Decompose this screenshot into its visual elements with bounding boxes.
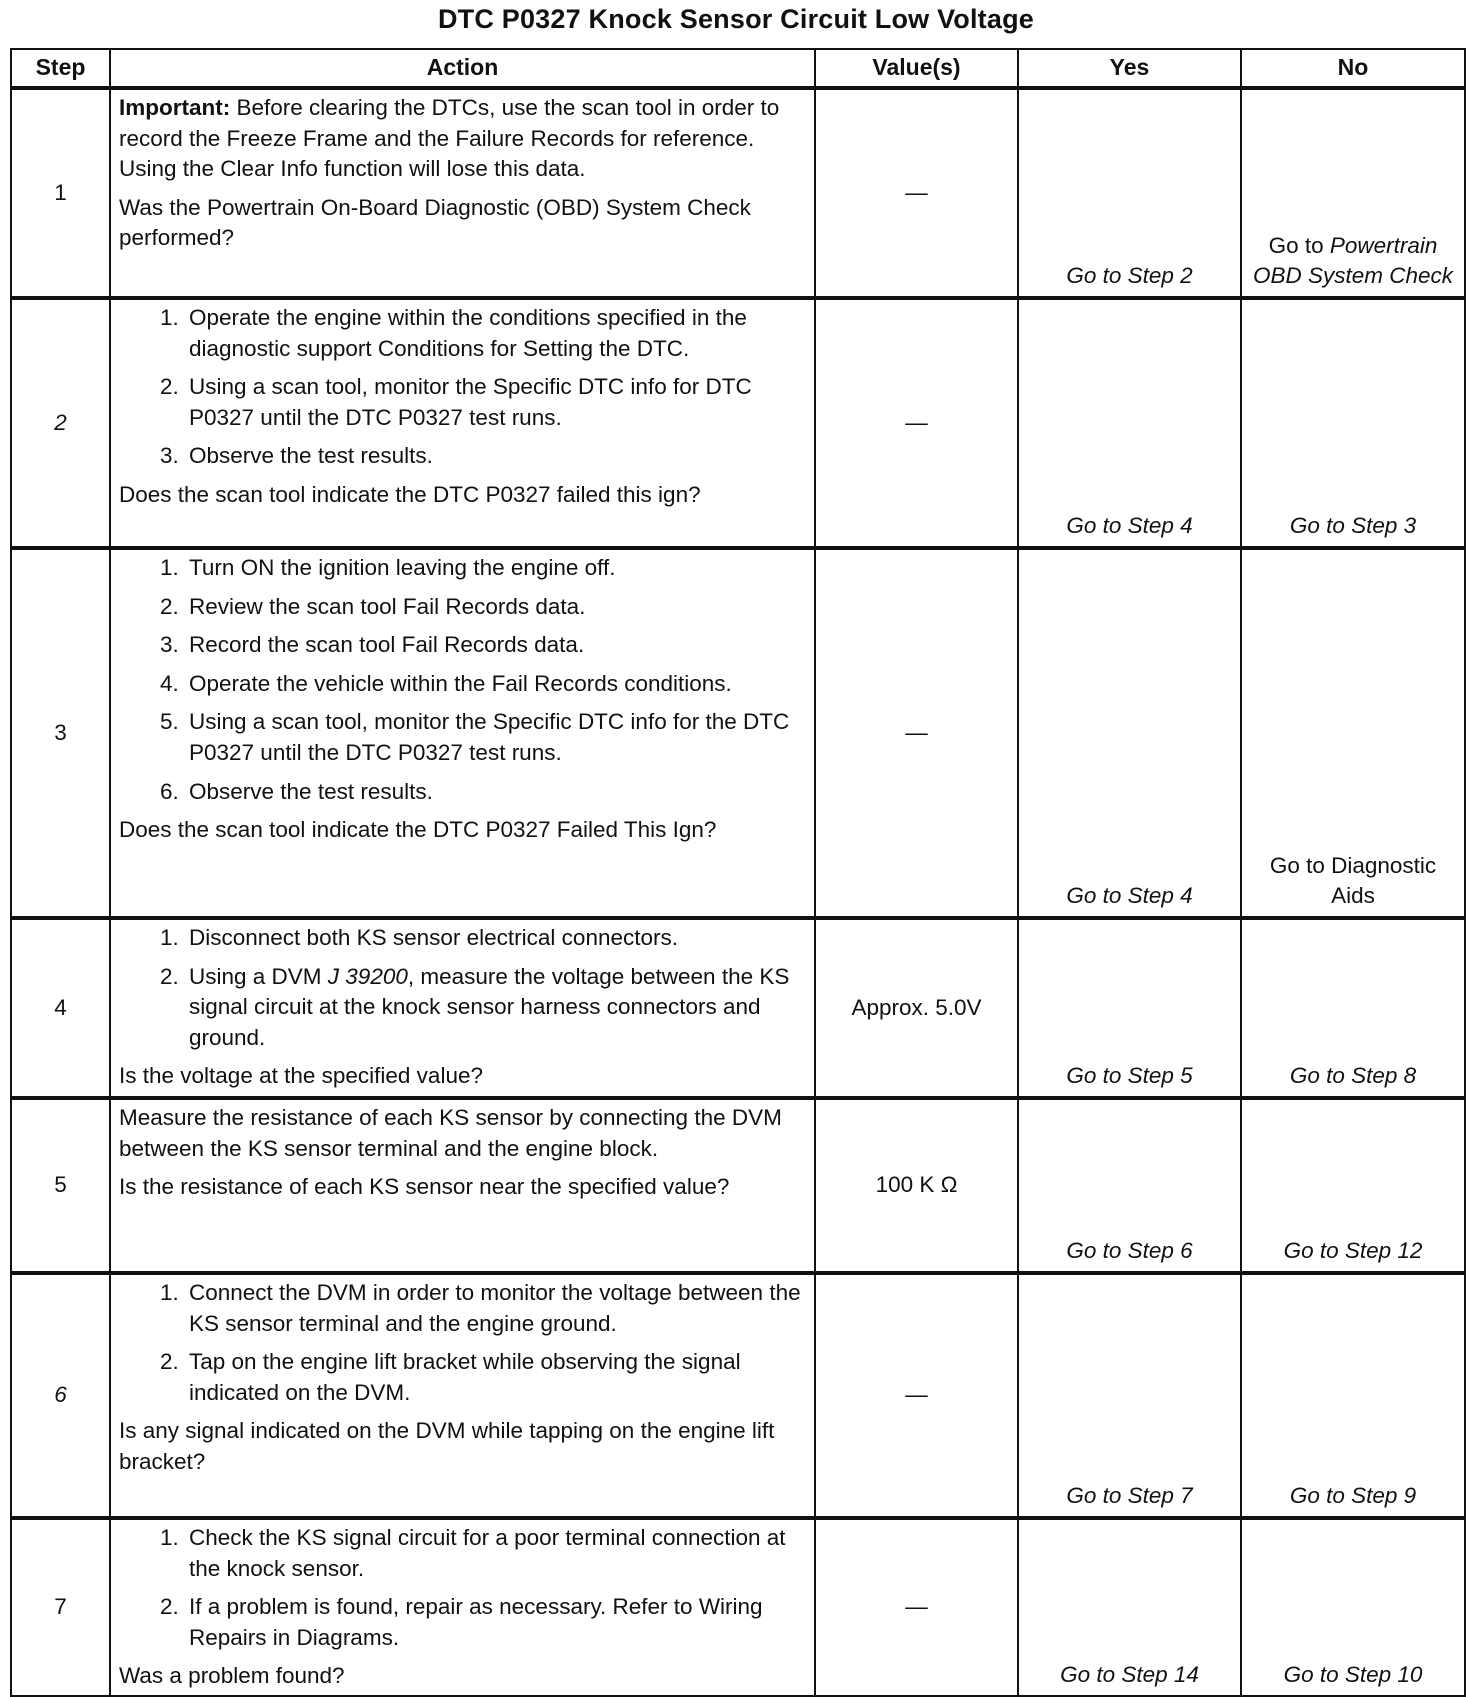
item-text: Using a DVM bbox=[189, 963, 328, 989]
action-cell bbox=[110, 88, 815, 298]
question-text: Does the scan tool indicate the DTC P0327 Failed This Ign? bbox=[119, 817, 717, 843]
list-item: 1. Disconnect both KS sensor electrical connectors. bbox=[185, 923, 806, 954]
no-cell bbox=[1241, 88, 1465, 298]
no-cell: Go to Step 8 bbox=[1241, 918, 1465, 1098]
no-cell: Go to Diagnostic Aids bbox=[1241, 548, 1465, 918]
step-number: 7 bbox=[11, 1518, 110, 1696]
question-text: Is any signal indicated on the DVM while tapping on the engine lift bracket? bbox=[119, 1418, 775, 1474]
step-number: 3 bbox=[11, 548, 110, 918]
item-text: , measure the voltage between the KS signal circuit at the knock sensor harness connectors and ground. bbox=[189, 963, 790, 1050]
header-action: Action bbox=[110, 49, 815, 88]
yes-cell: Go to Step 5 bbox=[1018, 918, 1241, 1098]
list-item: 2. Review the scan tool Fail Records data. bbox=[185, 592, 806, 623]
yes-cell: Go to Step 4 bbox=[1018, 548, 1241, 918]
step-number: 5 bbox=[11, 1098, 110, 1273]
yes-cell: Go to Step 4 bbox=[1018, 298, 1241, 548]
action-text: Measure the resistance of each KS sensor by connecting the DVM between the KS sensor terminal and the engine block. bbox=[119, 1105, 782, 1161]
action-list bbox=[119, 923, 806, 1053]
action-cell bbox=[110, 548, 815, 918]
value-cell: 100 K Ω bbox=[815, 1098, 1018, 1273]
tool-reference: J 39200 bbox=[327, 963, 408, 989]
no-cell: Go to Step 3 bbox=[1241, 298, 1465, 548]
list-item: 1. Check the KS signal circuit for a poor terminal connection at the knock sensor. bbox=[185, 1523, 806, 1584]
list-item: 3. Record the scan tool Fail Records data. bbox=[185, 630, 806, 661]
header-row bbox=[11, 49, 1465, 88]
step-number: 4 bbox=[11, 918, 110, 1098]
header-no: No bbox=[1241, 49, 1465, 88]
action-cell bbox=[110, 918, 815, 1098]
page-title: DTC P0327 Knock Sensor Circuit Low Voltage bbox=[437, 4, 1035, 34]
no-reference: Powertrain OBD System Check bbox=[1252, 232, 1454, 289]
action-list bbox=[119, 303, 806, 472]
table-row bbox=[11, 1098, 1465, 1273]
step-number: 6 bbox=[11, 1273, 110, 1518]
header-step: Step bbox=[11, 49, 110, 88]
list-item: 1. Turn ON the ignition leaving the engine off. bbox=[185, 553, 806, 584]
action-cell bbox=[110, 1098, 815, 1273]
yes-cell: Go to Step 6 bbox=[1018, 1098, 1241, 1273]
no-cell: Go to Step 12 bbox=[1241, 1098, 1465, 1273]
yes-cell: Go to Step 14 bbox=[1018, 1518, 1241, 1696]
header-yes: Yes bbox=[1018, 49, 1241, 88]
action-list bbox=[119, 1278, 806, 1408]
step-number: 2 bbox=[11, 298, 110, 548]
list-item: 5. Using a scan tool, monitor the Specific DTC info for the DTC P0327 until the DTC P0327 test runs. bbox=[185, 707, 806, 768]
no-cell: Go to Step 10 bbox=[1241, 1518, 1465, 1696]
action-cell bbox=[110, 298, 815, 548]
list-item: 2. Using a scan tool, monitor the Specific DTC info for DTC P0327 until the DTC P0327 test runs. bbox=[185, 372, 806, 433]
yes-cell: Go to Step 2 bbox=[1018, 88, 1241, 298]
value-cell: — bbox=[815, 1273, 1018, 1518]
action-list bbox=[119, 1523, 806, 1653]
value-cell: — bbox=[815, 548, 1018, 918]
no-cell: Go to Step 9 bbox=[1241, 1273, 1465, 1518]
table-row bbox=[11, 1518, 1465, 1696]
table-row bbox=[11, 918, 1465, 1098]
yes-cell: Go to Step 7 bbox=[1018, 1273, 1241, 1518]
important-note bbox=[119, 93, 806, 185]
no-prefix: Go to bbox=[1268, 232, 1330, 258]
list-item: 6. Observe the test results. bbox=[185, 777, 806, 808]
table-row bbox=[11, 1273, 1465, 1518]
list-item: 1. Connect the DVM in order to monitor the voltage between the KS sensor terminal and the engine ground. bbox=[185, 1278, 806, 1339]
diagnostic-table bbox=[10, 48, 1466, 1697]
step-number: 1 bbox=[11, 88, 110, 298]
action-cell bbox=[110, 1518, 815, 1696]
action-cell bbox=[110, 1273, 815, 1518]
table-row bbox=[11, 548, 1465, 918]
list-item: 3. Observe the test results. bbox=[185, 441, 806, 472]
list-item: 2. If a problem is found, repair as necessary. Refer to Wiring Repairs in Diagrams. bbox=[185, 1592, 806, 1653]
list-item: 1. Operate the engine within the conditions specified in the diagnostic support Conditions for Setting the DTC. bbox=[185, 303, 806, 364]
value-cell: Approx. 5.0V bbox=[815, 918, 1018, 1098]
question-text: Is the voltage at the specified value? bbox=[119, 1063, 483, 1089]
question-text: Was a problem found? bbox=[119, 1663, 345, 1689]
important-label: Important: bbox=[119, 95, 231, 120]
list-item: 4. Operate the vehicle within the Fail Records conditions. bbox=[185, 669, 806, 700]
value-cell: — bbox=[815, 88, 1018, 298]
action-list bbox=[119, 553, 806, 807]
list-item bbox=[185, 962, 806, 1054]
value-cell: — bbox=[815, 298, 1018, 548]
table-row bbox=[11, 298, 1465, 548]
question-text: Was the Powertrain On-Board Diagnostic (OBD) System Check performed? bbox=[119, 194, 751, 251]
header-values: Value(s) bbox=[815, 49, 1018, 88]
table-row bbox=[11, 88, 1465, 298]
list-item: 2. Tap on the engine lift bracket while observing the signal indicated on the DVM. bbox=[185, 1347, 806, 1408]
question-text: Is the resistance of each KS sensor near the specified value? bbox=[119, 1174, 730, 1200]
value-cell: — bbox=[815, 1518, 1018, 1696]
question-text: Does the scan tool indicate the DTC P0327 failed this ign? bbox=[119, 481, 701, 507]
important-text: Before clearing the DTCs, use the scan tool in order to record the Freeze Frame and the Failure Records for reference. Using the Clear Info function will lose this data. bbox=[119, 95, 780, 182]
